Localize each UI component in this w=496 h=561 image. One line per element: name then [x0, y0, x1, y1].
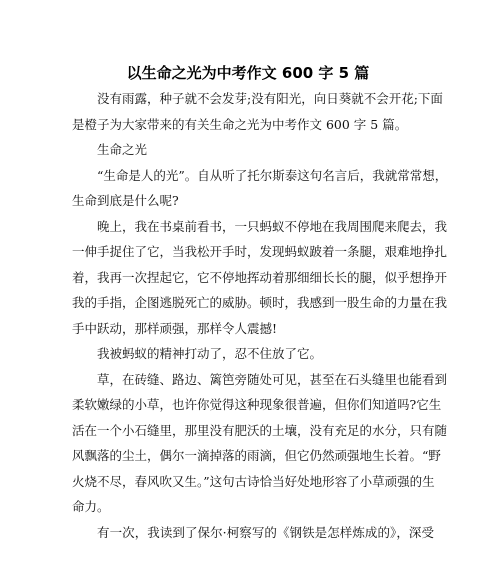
text-line: “生命是人的光”。自从听了托尔斯泰这句名言后，我就常常想， — [97, 167, 448, 183]
text-line: 活在一个小石缝里，那里没有肥沃的土壤，没有充足的水分，只有随 — [72, 422, 448, 438]
document-body — [72, 86, 448, 545]
text-line: 风飘落的尘土，偶尔一滴掉落的雨滴，但它仍然顽强地生长着。“野 — [72, 448, 441, 463]
text-line: 生命之光 — [97, 142, 148, 157]
text-line: 火烧不尽，春风吹又生。”这句古诗恰当好处地形容了小草顽强的生 — [72, 473, 435, 489]
text-line: 我的手指，企图逃脱死亡的威胁。顿时，我感到一股生命的力量在我 — [72, 295, 448, 310]
text-line: 生命到底是什么呢? — [72, 193, 179, 208]
text-line: 晚上，我在书桌前看书，一只蚂蚁不停地在我周围爬来爬去，我 — [97, 218, 448, 234]
text-line: 有一次，我读到了保尔·柯察写的《钢铁是怎样炼成的》，深受 — [97, 524, 434, 540]
text-line: 柔软嫩绿的小草，也许你觉得这种现象很普遍，但你们知道吗?它生 — [72, 397, 442, 412]
text-line: 没有雨露，种子就不会发芽;没有阳光，向日葵就不会开花;下面 — [97, 91, 443, 106]
text-line: 是橙子为大家带来的有关生命之光为中考作文 600 字 5 篇。 — [72, 116, 408, 132]
document-title: 以生命之光为中考作文 600 字 5 篇 — [126, 64, 370, 82]
text-line: 一伸手捉住了它，当我松开手时，发现蚂蚁跛着一条腿，艰难地挣扎 — [72, 244, 448, 259]
text-line: 命力。 — [72, 499, 110, 514]
text-line: 我被蚂蚁的精神打动了，忍不住放了它。 — [97, 346, 323, 361]
text-line: 手中跃动，那样顽强，那样令人震撼! — [72, 320, 278, 336]
text-line: 着，我再一次捏起它，它不停地挥动着那细细长长的腿，似乎想挣开 — [72, 269, 448, 285]
text-line: 草，在砖缝、路边、篱笆旁随处可见，甚至在石头缝里也能看到 — [97, 371, 448, 387]
